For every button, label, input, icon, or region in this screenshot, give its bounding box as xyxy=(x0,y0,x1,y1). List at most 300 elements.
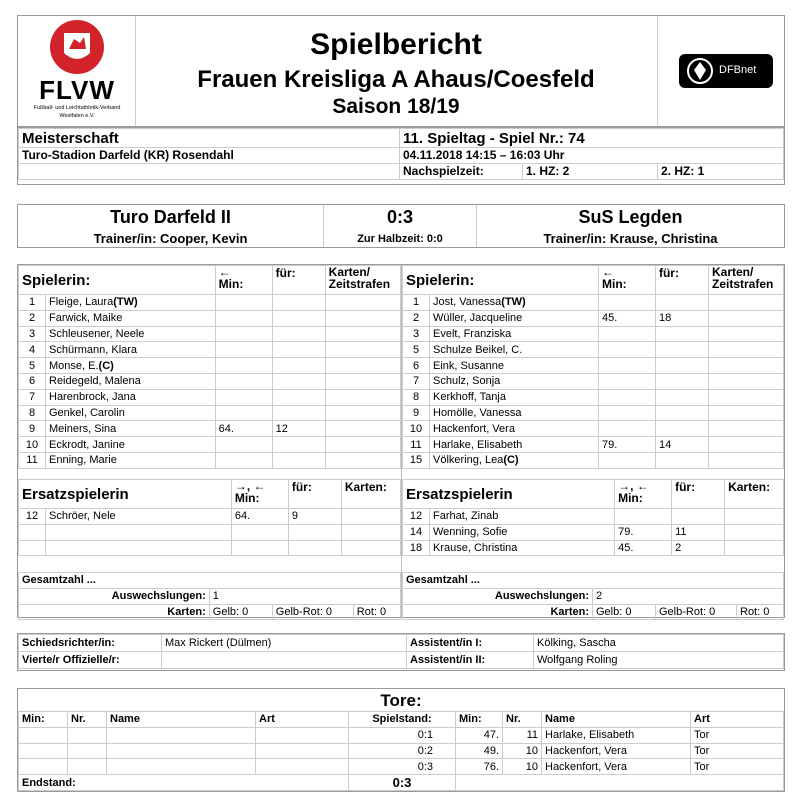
sub-for: 18 xyxy=(655,310,708,326)
dfb-emblem-icon xyxy=(685,56,715,86)
player-name: Kerkhoff, Tanja xyxy=(433,391,506,404)
away-subs xyxy=(403,509,784,556)
player-number: 8 xyxy=(403,389,430,405)
home-yellowred: Gelb-Rot: 0 xyxy=(272,604,353,620)
player-name: Wenning, Sofie xyxy=(433,526,508,539)
flvw-shield-icon xyxy=(22,19,132,75)
sub-for xyxy=(655,295,708,311)
stoppage-h2: 2. HZ: 1 xyxy=(658,163,784,179)
sub-minute xyxy=(215,342,272,358)
home-trainer: Trainer/in: Cooper, Kevin xyxy=(93,231,248,246)
player-row xyxy=(19,509,401,525)
match-info xyxy=(17,127,785,185)
cards xyxy=(708,310,783,326)
home-totals-label: Gesamtzahl ... xyxy=(19,573,401,589)
away-goal-art-header: Art xyxy=(691,712,784,728)
match-datetime: 04.11.2018 14:15 – 16:03 Uhr xyxy=(400,148,784,164)
player-number: 6 xyxy=(403,358,430,374)
player-row xyxy=(19,373,401,389)
home-goal-empty xyxy=(256,759,349,775)
competition: Meisterschaft xyxy=(19,129,400,148)
home-subs-table xyxy=(18,479,401,556)
away-sub-arrows-icon: →, ← xyxy=(618,479,649,493)
home-players xyxy=(19,295,401,469)
player-row xyxy=(403,358,784,374)
away-totals-label: Gesamtzahl ... xyxy=(403,573,784,589)
home-sub-cards-header: Karten: xyxy=(341,480,400,509)
sub-for xyxy=(655,389,708,405)
goals-final-score: 0:3 xyxy=(349,775,456,791)
player-name: Schulze Beikel, C. xyxy=(433,343,523,356)
player-number: 5 xyxy=(403,342,430,358)
sub-for xyxy=(272,342,325,358)
referee-label: Schiedsrichter/in: xyxy=(19,635,162,652)
player-name: Farwick, Maike xyxy=(49,312,123,325)
player-name: Eink, Susanne xyxy=(433,359,504,372)
sub-minute xyxy=(215,405,272,421)
player-row xyxy=(19,540,401,556)
player-row xyxy=(19,295,401,311)
away-cards-label: Karten: xyxy=(403,604,593,620)
sub-for xyxy=(655,373,708,389)
cards xyxy=(325,373,400,389)
sub-for xyxy=(655,358,708,374)
player-name-cell xyxy=(430,389,599,405)
player-name-cell xyxy=(46,405,216,421)
home-for-header: für: xyxy=(272,266,325,295)
away-players xyxy=(403,295,784,469)
away-goal-nr-header: Nr. xyxy=(503,712,542,728)
player-row xyxy=(403,509,784,525)
player-name-cell xyxy=(46,524,232,540)
player-row xyxy=(403,405,784,421)
away-for-header: für: xyxy=(655,266,708,295)
home-goal-name-header: Name xyxy=(107,712,256,728)
away-cards-header-2: Zeitstrafen xyxy=(711,277,774,291)
player-row xyxy=(403,326,784,342)
away-subs-count-label: Auswechslungen: xyxy=(403,588,593,604)
sub-for xyxy=(272,326,325,342)
page-title: Spielbericht xyxy=(310,28,482,61)
goal-minute: 47. xyxy=(456,727,503,743)
flvw-logo xyxy=(22,19,132,125)
goal-player-number: 11 xyxy=(503,727,542,743)
player-number: 4 xyxy=(19,342,46,358)
player-row xyxy=(19,358,401,374)
away-yellowred: Gelb-Rot: 0 xyxy=(656,604,737,620)
player-row xyxy=(19,524,401,540)
goal-score: 0:2 xyxy=(349,743,456,759)
goal-type: Tor xyxy=(691,743,784,759)
player-number: 7 xyxy=(403,373,430,389)
player-number: 15 xyxy=(403,452,430,468)
home-arrow-left-icon: ← xyxy=(218,265,231,279)
sub-for xyxy=(655,452,708,468)
player-name-cell xyxy=(430,326,599,342)
away-sub-cards-header: Karten: xyxy=(725,480,784,509)
player-name-cell xyxy=(430,342,599,358)
home-subs-count-label: Auswechslungen: xyxy=(19,588,210,604)
player-number: 14 xyxy=(403,524,430,540)
home-yellow: Gelb: 0 xyxy=(209,604,272,620)
player-name-cell xyxy=(46,437,216,453)
away-lineup-table xyxy=(402,265,784,469)
away-cards-header-1: Karten/ xyxy=(711,265,754,279)
cards xyxy=(708,389,783,405)
stoppage-h1: 1. HZ: 2 xyxy=(523,163,658,179)
player-name-cell xyxy=(430,358,599,374)
player-name: Schürmann, Klara xyxy=(49,343,138,356)
season-title: Saison 18/19 xyxy=(332,95,460,118)
player-row xyxy=(403,389,784,405)
player-number: 6 xyxy=(19,373,46,389)
player-row xyxy=(19,310,401,326)
sub-minute xyxy=(598,373,655,389)
home-goal-empty xyxy=(19,727,68,743)
player-number: 2 xyxy=(19,310,46,326)
home-team: Turo Darfeld II xyxy=(110,207,231,227)
sub-for xyxy=(272,405,325,421)
sub-minute: 45. xyxy=(598,310,655,326)
player-role-tag: (TW) xyxy=(501,296,526,309)
sub-for xyxy=(655,342,708,358)
home-goal-art-header: Art xyxy=(256,712,349,728)
away-arrow-left-icon: ← xyxy=(601,265,614,279)
sub-minute: 45. xyxy=(615,540,672,556)
cards xyxy=(325,326,400,342)
goal-score: 0:1 xyxy=(349,727,456,743)
home-sub-for-header: für: xyxy=(288,480,341,509)
cards xyxy=(708,405,783,421)
player-name-cell xyxy=(46,358,216,374)
dfbnet-logo xyxy=(679,54,773,88)
away-goal-name-header: Name xyxy=(542,712,691,728)
home-goal-min-header: Min: xyxy=(19,712,68,728)
player-name: Farhat, Zinab xyxy=(433,510,499,523)
cards xyxy=(325,421,400,437)
cards xyxy=(325,405,400,421)
cards xyxy=(725,509,784,525)
player-number: 12 xyxy=(403,509,430,525)
player-role-tag: (TW) xyxy=(113,296,138,309)
sub-for xyxy=(272,452,325,468)
cards xyxy=(708,373,783,389)
goals-title: Tore: xyxy=(380,691,422,710)
cards xyxy=(725,540,784,556)
player-name-cell xyxy=(430,509,615,525)
player-name-cell xyxy=(46,509,232,525)
stoppage-label: Nachspielzeit: xyxy=(400,163,523,179)
home-subs xyxy=(19,509,401,556)
player-name: Schulz, Sonja xyxy=(433,375,501,388)
dfbnet-text: DFBnet xyxy=(719,64,757,76)
player-name-cell xyxy=(46,342,216,358)
cards xyxy=(708,358,783,374)
sub-minute: 64. xyxy=(231,509,288,525)
player-name-cell xyxy=(46,421,216,437)
cards xyxy=(325,310,400,326)
player-name-cell xyxy=(46,373,216,389)
player-name: Harlake, Elisabeth xyxy=(433,438,523,451)
cards xyxy=(708,326,783,342)
player-name: Evelt, Franziska xyxy=(433,327,512,340)
away-yellow: Gelb: 0 xyxy=(593,604,656,620)
cards xyxy=(708,295,783,311)
player-name-cell xyxy=(430,540,615,556)
player-name: Meiners, Sina xyxy=(49,422,117,435)
matchday: 11. Spieltag - Spiel Nr.: 74 xyxy=(400,129,784,148)
away-sub-for-header: für: xyxy=(672,480,725,509)
sub-for xyxy=(272,373,325,389)
player-row xyxy=(19,389,401,405)
cards xyxy=(341,509,400,525)
home-subs-header: Ersatzspielerin xyxy=(19,480,232,509)
sub-minute xyxy=(215,452,272,468)
away-min-header: Min: xyxy=(601,277,627,291)
home-cards-label: Karten: xyxy=(19,604,210,620)
cards xyxy=(708,452,783,468)
player-number xyxy=(19,540,46,556)
player-row xyxy=(19,342,401,358)
cards xyxy=(325,342,400,358)
goal-player-number: 10 xyxy=(503,759,542,775)
player-name-cell xyxy=(46,326,216,342)
player-number: 10 xyxy=(19,437,46,453)
sub-minute xyxy=(215,295,272,311)
home-goal-empty xyxy=(19,743,68,759)
sub-minute xyxy=(598,342,655,358)
sub-minute xyxy=(215,310,272,326)
goal-player-name: Hackenfort, Vera xyxy=(542,743,691,759)
player-name: Jost, Vanessa xyxy=(433,296,502,309)
cards xyxy=(708,437,783,453)
player-number: 3 xyxy=(19,326,46,342)
player-name: Wüller, Jacqueline xyxy=(433,312,523,325)
player-name-cell xyxy=(430,405,599,421)
goal-score-header: Spielstand: xyxy=(349,712,456,728)
player-name: Fleige, Laura xyxy=(49,296,114,309)
sub-for: 9 xyxy=(288,509,341,525)
player-name: Monse, E. xyxy=(49,359,99,372)
sub-for xyxy=(672,509,725,525)
player-name: Hackenfort, Vera xyxy=(433,422,515,435)
player-number: 12 xyxy=(19,509,46,525)
sub-minute: 64. xyxy=(215,421,272,437)
sub-minute: 79. xyxy=(598,437,655,453)
sub-for: 14 xyxy=(655,437,708,453)
player-name-cell xyxy=(46,389,216,405)
sub-for xyxy=(288,524,341,540)
home-subs-count: 1 xyxy=(209,588,400,604)
home-goal-empty xyxy=(107,759,256,775)
home-goal-empty xyxy=(256,743,349,759)
home-cards-header-2: Zeitstrafen xyxy=(328,277,391,291)
sub-for: 2 xyxy=(672,540,725,556)
goals xyxy=(17,688,785,792)
sub-minute xyxy=(215,373,272,389)
cards xyxy=(325,389,400,405)
player-row xyxy=(19,437,401,453)
home-goal-empty xyxy=(68,759,107,775)
goal-rows xyxy=(19,727,784,774)
assistant1-label: Assistent/in I: xyxy=(407,635,534,652)
player-name: Harenbrock, Jana xyxy=(49,391,136,404)
player-row xyxy=(403,524,784,540)
sub-minute xyxy=(615,509,672,525)
home-sub-min-header: Min: xyxy=(234,491,260,505)
flvw-logo-sub2: Westfalen e.V. xyxy=(59,113,95,119)
home-totals xyxy=(18,572,401,620)
cards xyxy=(725,524,784,540)
player-name-cell xyxy=(430,524,615,540)
goal-row xyxy=(19,727,784,743)
player-role-tag: (C) xyxy=(503,454,519,467)
halftime-score: Zur Halbzeit: 0:0 xyxy=(357,233,443,245)
player-number: 10 xyxy=(403,421,430,437)
home-min-header: Min: xyxy=(218,277,244,291)
away-totals xyxy=(402,572,784,620)
final-label: Endstand: xyxy=(19,775,349,791)
away-trainer: Trainer/in: Krause, Christina xyxy=(543,231,718,246)
cards xyxy=(325,437,400,453)
sub-minute: 79. xyxy=(615,524,672,540)
fourth-official-name xyxy=(162,652,407,669)
player-number: 9 xyxy=(403,405,430,421)
player-name-cell xyxy=(46,310,216,326)
sub-minute xyxy=(231,524,288,540)
player-role-tag: (C) xyxy=(98,359,114,372)
sub-for xyxy=(272,358,325,374)
away-subs-header: Ersatzspielerin xyxy=(403,480,615,509)
away-team: SuS Legden xyxy=(578,207,683,227)
sub-minute xyxy=(598,405,655,421)
away-sub-min-header: Min: xyxy=(618,491,643,505)
player-number: 8 xyxy=(19,405,46,421)
home-goal-empty xyxy=(19,759,68,775)
player-row xyxy=(19,421,401,437)
goal-minute: 49. xyxy=(456,743,503,759)
cards xyxy=(341,524,400,540)
sub-for xyxy=(272,437,325,453)
cards xyxy=(708,421,783,437)
home-cards-header-1: Karten/ xyxy=(328,265,371,279)
player-row xyxy=(19,405,401,421)
sub-for xyxy=(288,540,341,556)
fourth-official-label: Vierte/r Offizielle/r: xyxy=(19,652,162,669)
player-row xyxy=(403,295,784,311)
home-goal-empty xyxy=(107,743,256,759)
player-row xyxy=(403,452,784,468)
sub-for xyxy=(655,405,708,421)
player-name-cell xyxy=(430,373,599,389)
sub-for xyxy=(272,295,325,311)
home-goal-empty xyxy=(256,727,349,743)
sub-minute xyxy=(598,295,655,311)
player-number: 9 xyxy=(19,421,46,437)
player-name-cell xyxy=(430,310,599,326)
goal-player-number: 10 xyxy=(503,743,542,759)
cards xyxy=(341,540,400,556)
referee-name: Max Rickert (Dülmen) xyxy=(162,635,407,652)
flvw-logo-sub1: Fußball- und Leichtathletik-Verband xyxy=(33,105,121,111)
player-name: Reidegeld, Malena xyxy=(49,375,141,388)
player-name-cell xyxy=(430,437,599,453)
cards xyxy=(325,452,400,468)
goal-row xyxy=(19,759,784,775)
player-name-cell xyxy=(430,452,599,468)
goal-type: Tor xyxy=(691,759,784,775)
sub-minute xyxy=(598,421,655,437)
player-name: Homölle, Vanessa xyxy=(433,406,522,419)
player-name: Krause, Christina xyxy=(433,541,518,554)
assistant1-name: Kölking, Sascha xyxy=(534,635,784,652)
player-number: 1 xyxy=(19,295,46,311)
player-name-cell xyxy=(430,421,599,437)
sub-minute xyxy=(215,389,272,405)
sub-for xyxy=(272,310,325,326)
header xyxy=(17,15,785,127)
lineups xyxy=(17,264,785,618)
player-name: Schröer, Nele xyxy=(49,510,116,523)
home-sub-arrows-icon: →, ← xyxy=(234,479,266,493)
player-name-cell xyxy=(46,540,232,556)
sub-for: 11 xyxy=(672,524,725,540)
player-row xyxy=(19,326,401,342)
goal-row xyxy=(19,743,784,759)
player-name: Schleusener, Neele xyxy=(49,327,145,340)
player-name: Eckrodt, Janine xyxy=(49,438,125,451)
away-subs-count: 2 xyxy=(593,588,784,604)
player-number: 2 xyxy=(403,310,430,326)
home-goal-nr-header: Nr. xyxy=(68,712,107,728)
player-number: 11 xyxy=(403,437,430,453)
goal-player-name: Hackenfort, Vera xyxy=(542,759,691,775)
player-number: 1 xyxy=(403,295,430,311)
sub-for: 12 xyxy=(272,421,325,437)
player-row xyxy=(403,342,784,358)
sub-minute xyxy=(598,358,655,374)
cards xyxy=(325,358,400,374)
player-name-cell xyxy=(46,295,216,311)
player-name-cell xyxy=(46,452,216,468)
goal-minute: 76. xyxy=(456,759,503,775)
player-number xyxy=(19,524,46,540)
sub-minute xyxy=(215,437,272,453)
player-name: Enning, Marie xyxy=(49,454,117,467)
teams-header xyxy=(17,204,785,248)
home-red: Rot: 0 xyxy=(353,604,400,620)
sub-minute xyxy=(215,358,272,374)
cards xyxy=(325,295,400,311)
goal-type: Tor xyxy=(691,727,784,743)
player-row xyxy=(403,421,784,437)
sub-minute xyxy=(231,540,288,556)
sub-for xyxy=(655,421,708,437)
player-row xyxy=(19,452,401,468)
sub-for xyxy=(655,326,708,342)
away-subs-table xyxy=(402,479,784,556)
player-number: 3 xyxy=(403,326,430,342)
home-goal-empty xyxy=(68,727,107,743)
flvw-logo-text: FLVW xyxy=(39,75,115,105)
player-row xyxy=(403,437,784,453)
league-title: Frauen Kreisliga A Ahaus/Coesfeld xyxy=(197,66,595,93)
cards xyxy=(708,342,783,358)
sub-minute xyxy=(598,452,655,468)
venue: Turo-Stadion Darfeld (KR) Rosendahl xyxy=(19,148,400,164)
goal-score: 0:3 xyxy=(349,759,456,775)
player-name-cell xyxy=(430,295,599,311)
